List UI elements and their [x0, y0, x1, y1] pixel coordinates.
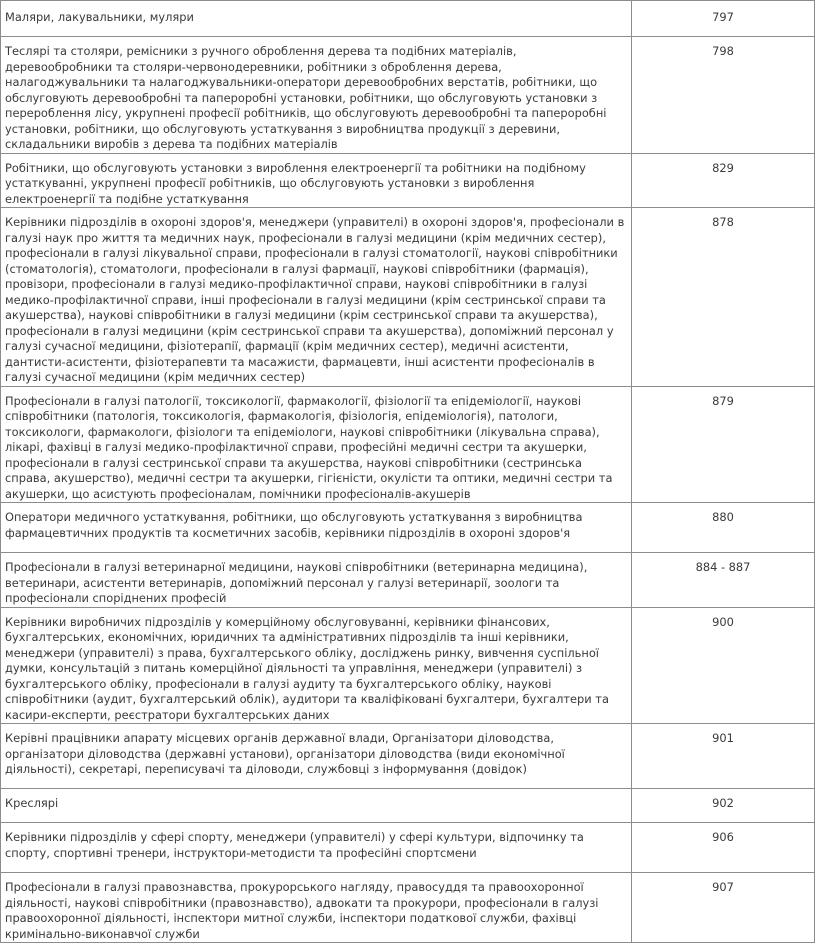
profession-description: Керівні працівники апарату місцевих органів державної влади, Організатори діловодства, організатори діловодства (державні установи), організатори діловодства (види економічної діяльності), секретарі, переписувачі та діловоди, службовці з інформування (довідок)	[1, 724, 632, 789]
profession-code: 878	[632, 208, 815, 387]
profession-code: 884 - 887	[632, 553, 815, 608]
profession-code: 907	[632, 873, 815, 943]
profession-code: 880	[632, 503, 815, 553]
table-row	[1, 386, 815, 503]
profession-description: Оператори медичного устаткування, робітники, що обслуговують устаткування з виробництва фармацевтичних продуктів та косметичних засобів, керівники підрозділів в охороні здоров'я	[1, 503, 632, 553]
table-row	[1, 607, 815, 724]
table-body	[1, 1, 815, 943]
table-row	[1, 153, 815, 208]
table-row	[1, 789, 815, 823]
profession-description: Професіонали в галузі патології, токсикології, фармакології, фізіології та епідеміології, наукові співробітники (патологія, токсикологія, фармакологія, фізіологія, епідеміологія), патологи, токсикологи, фармакологи, фізіологи та епідеміологи, наукові співробітники (лікувальна справа), лікарі, фахівці в галузі медико-профілактичної справи, професійні медичні сестри та акушерки, професіонали в галузі сестринської справи та акушерства, наукові співробітники (сестринська справа, акушерство), медичні сестри та акушерки, гігієністи, окулісти та оптики, медичні сестри та акушерки, що асистують професіоналам, помічники професіоналів-акушерів	[1, 386, 632, 503]
table-row	[1, 37, 815, 154]
table-row	[1, 724, 815, 789]
profession-code: 902	[632, 789, 815, 823]
table-row	[1, 823, 815, 873]
profession-description: Робітники, що обслуговують установки з вироблення електроенергії та робітники на подібному устаткуванні, укрупнені професії робітників, що обслуговують установки з вироблення електроенергії та подібне устаткування	[1, 153, 632, 208]
table-row	[1, 503, 815, 553]
profession-description: Професіонали в галузі ветеринарної медицини, наукові співробітники (ветеринарна медицина), ветеринари, асистенти ветеринарів, допоміжний персонал у галузі ветеринарії, зоологи та професіонали споріднених професій	[1, 553, 632, 608]
profession-code: 829	[632, 153, 815, 208]
profession-code: 900	[632, 607, 815, 724]
profession-description: Керівники виробничих підрозділів у комерційному обслуговуванні, керівники фінансових, бухгалтерських, економічних, юридичних та адміністративних підрозділів та інші керівники, менеджери (управителі) з права, бухгалтерського обліку, досліджень ринку, вивчення суспільної думки, консультацій з питань комерційної діяльності та управління, менеджери (управителі) з бухгалтерського обліку, професіонали в галузі аудиту та бухгалтерського обліку, наукові співробітники (аудит, бухгалтерський облік), аудитори та кваліфіковані бухгалтери, бухгалтери та касири-експерти, реєстратори бухгалтерських даних	[1, 607, 632, 724]
profession-description: Керівники підрозділів у сфері спорту, менеджери (управителі) у сфері культури, відпочинку та спорту, спортивні тренери, інструктори-методисти та професійні спортсмени	[1, 823, 632, 873]
profession-description: Керівники підрозділів в охороні здоров'я, менеджери (управителі) в охороні здоров'я, професіонали в галузі наук про життя та медичних наук, професіонали в галузі медицини (крім медичних сестер), професіонали в галузі лікувальної справи, професіонали в галузі стоматології, наукові співробітники (стоматологія), стоматологи, професіонали в галузі фармації, наукові співробітники (фармація), провізори, професіонали в галузі медико-профілактичної справи, наукові співробітники в галузі медико-профілактичної справи, інші професіонали в галузі медицини (крім сестринської справи та акушерства), наукові співробітники в галузі медицини (крім сестринської справи та акушерства), професіонали в галузі медицини (крім сестринської справи та акушерства), допоміжний персонал у галузі сучасної медицини, фізіотерапії, фармації (крім медичних сестер), медичні асистенти, дантисти-асистенти, фізіотерапевти та масажисти, фармацевти, інші асистенти професіоналів в галузі сучасної медицини (крім медичних сестер)	[1, 208, 632, 387]
table-row	[1, 873, 815, 943]
profession-description: Теслярі та столяри, ремісники з ручного оброблення дерева та подібних матеріалів, деревообробники та столяри-червонодеревники, робітники з оброблення дерева, налагоджувальники та налагоджувальники-оператори деревообробних верстатів, робітники, що обслуговують деревообробні та папероробні установки, робітники, що обслуговують установки з перероблення лісу, укрупнені професії робітників, що обслуговують деревообробні та папероробні установки, робітники, що обслуговують устаткування з виробництва продукції з деревини, складальники виробів з дерева та подібних матеріалів	[1, 37, 632, 154]
profession-code: 879	[632, 386, 815, 503]
table-row	[1, 208, 815, 387]
table-row	[1, 1, 815, 37]
profession-code: 797	[632, 1, 815, 37]
profession-code: 906	[632, 823, 815, 873]
profession-description: Маляри, лакувальники, муляри	[1, 1, 632, 37]
profession-description: Креслярі	[1, 789, 632, 823]
table-row	[1, 553, 815, 608]
profession-description: Професіонали в галузі правознавства, прокурорського нагляду, правосуддя та правоохоронної діяльності, наукові співробітники (правознавство), адвокати та прокурори, професіонали в галузі правоохоронної діяльності, інспектори митної служби, інспектори податкової служби, фахівці кримінально-виконавчої служби	[1, 873, 632, 943]
profession-code: 901	[632, 724, 815, 789]
profession-code: 798	[632, 37, 815, 154]
